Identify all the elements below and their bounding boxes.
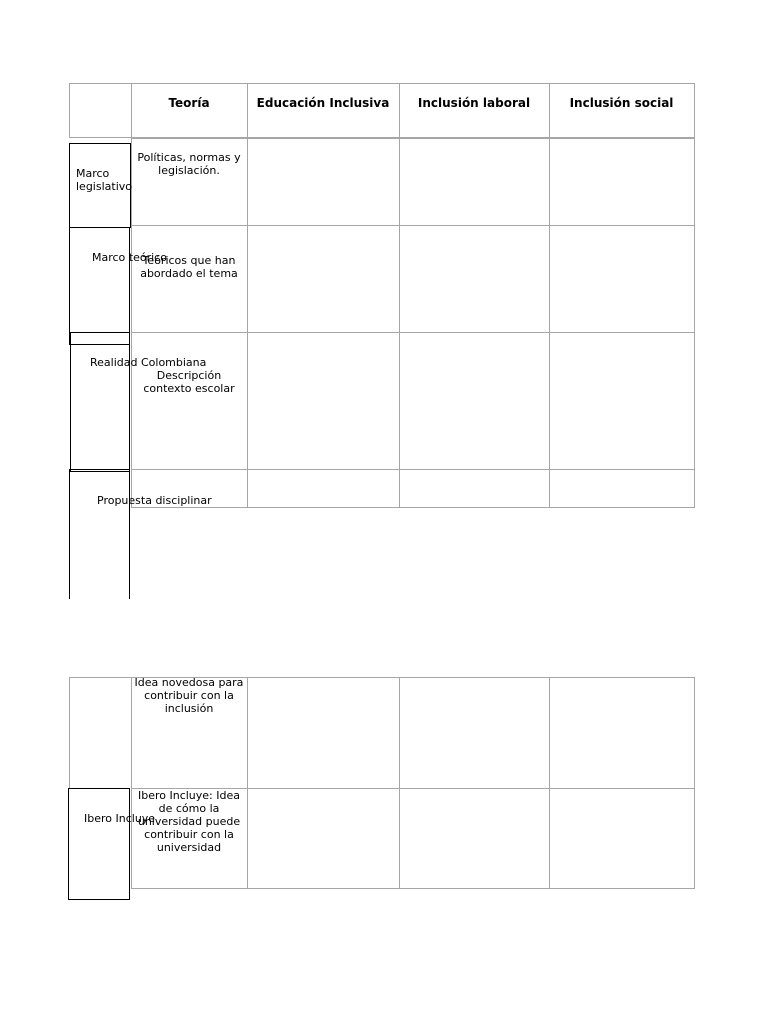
table1-row2-bottom-border <box>131 332 695 333</box>
table1-left-border <box>69 83 70 138</box>
theory-theoretical: Teóricos que han abordado el tema <box>140 254 238 280</box>
table1-row1-bottom-border <box>131 225 695 226</box>
table2-left-border <box>69 677 70 789</box>
frame-ibero-incluye <box>68 788 130 900</box>
header-teoria: Teoría <box>168 96 210 110</box>
row-label-marco-legislativo: Marco legislativo <box>76 167 132 193</box>
row-label-propuesta-disciplinar: Propuesta disciplinar <box>97 494 212 507</box>
row-label-realidad-colombiana: Realidad Colombiana <box>90 356 207 369</box>
table2-bottom-border <box>131 888 695 889</box>
table2-col1-border <box>131 677 132 889</box>
header-inclusion-social: Inclusión social <box>569 96 674 110</box>
theory-idea-novedosa: Idea novedosa para contribuir con la inclusión <box>134 676 244 715</box>
table1-row3-bottom-border <box>131 469 695 470</box>
table2-col3-border <box>399 677 400 889</box>
table1-right-border <box>694 83 695 508</box>
theory-colombian: Descripción contexto escolar <box>143 369 235 395</box>
table2-col2-border <box>247 677 248 889</box>
theory-ibero-incluye: Ibero Incluye: Idea de cómo la universidad puede contribuir con la universidad <box>137 789 241 854</box>
table1-col1-border <box>131 83 132 508</box>
table2-col4-border <box>549 677 550 889</box>
table1-header-bottom-border-2 <box>131 138 695 139</box>
table1-top-border <box>69 83 695 84</box>
table1-col2-border <box>247 83 248 508</box>
table1-col4-border <box>549 83 550 508</box>
table1-col3-border <box>399 83 400 508</box>
header-educacion-inclusiva: Educación Inclusiva <box>256 96 390 110</box>
frame-marco-teorico <box>69 227 130 345</box>
frame-propuesta-disciplinar <box>69 469 130 599</box>
row-label-marco-teorico: Marco teórico <box>92 251 167 264</box>
table2-right-border <box>694 677 695 889</box>
row-label-ibero-incluye: Ibero Incluye <box>84 812 156 825</box>
header-inclusion-laboral: Inclusión laboral <box>417 96 531 110</box>
table1-bottom-border <box>131 507 695 508</box>
frame-realidad-colombiana <box>70 332 130 472</box>
theory-legislative: Políticas, normas y legislación. <box>137 151 241 177</box>
